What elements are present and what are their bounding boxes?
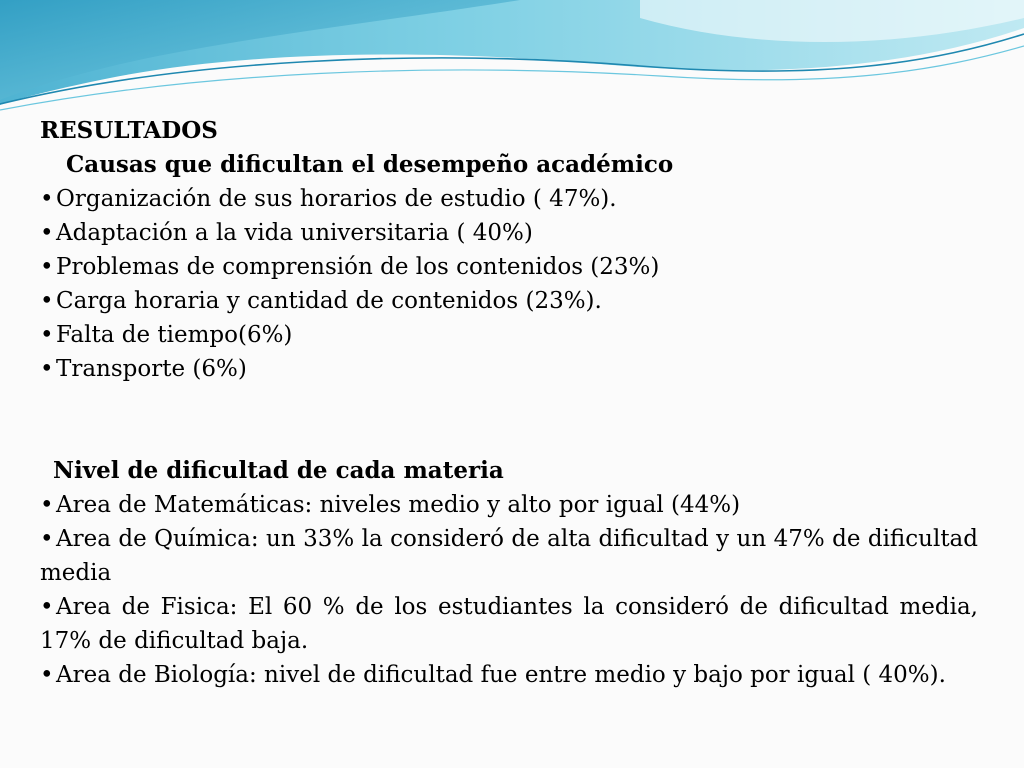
bullet-icon: •: [40, 492, 54, 518]
bullet-icon: •: [40, 288, 54, 314]
section-spacer: [40, 386, 978, 454]
list-item: • Organización de sus horarios de estudio ( 47%).: [40, 182, 978, 216]
list-item: • Falta de tiempo(6%): [40, 318, 978, 352]
list-item: • Area de Fisica: El 60 % de los estudiantes la consideró de dificultad media, 17% de dificultad baja.: [40, 590, 978, 658]
list-item: • Area de Matemáticas: niveles medio y alto por igual (44%): [40, 488, 978, 522]
list-item: • Area de Biología: nivel de dificultad fue entre medio y bajo por igual ( 40%).: [40, 658, 978, 692]
results-heading: RESULTADOS: [40, 117, 218, 144]
bullet-icon: •: [40, 322, 54, 348]
section2-title: Nivel de dificultad de cada materia: [53, 457, 504, 484]
section1-title: Causas que dificultan el desempeño académico: [66, 151, 674, 178]
bullet-icon: •: [40, 526, 54, 552]
bullet-icon: •: [40, 356, 54, 382]
bullet-icon: •: [40, 220, 54, 246]
bullet-icon: •: [40, 594, 54, 620]
header-wave-decoration: [0, 0, 1024, 120]
list-item: • Carga horaria y cantidad de contenidos (23%).: [40, 284, 978, 318]
bullet-icon: •: [40, 186, 54, 212]
bullet-icon: •: [40, 254, 54, 280]
results-content: [40, 114, 978, 692]
list-item: • Adaptación a la vida universitaria ( 40%): [40, 216, 978, 250]
list-item: • Transporte (6%): [40, 352, 978, 386]
bullet-icon: •: [40, 662, 54, 688]
list-item: • Problemas de comprensión de los contenidos (23%): [40, 250, 978, 284]
list-item: • Area de Química: un 33% la consideró de alta dificultad y un 47% de dificultad media: [40, 522, 978, 590]
